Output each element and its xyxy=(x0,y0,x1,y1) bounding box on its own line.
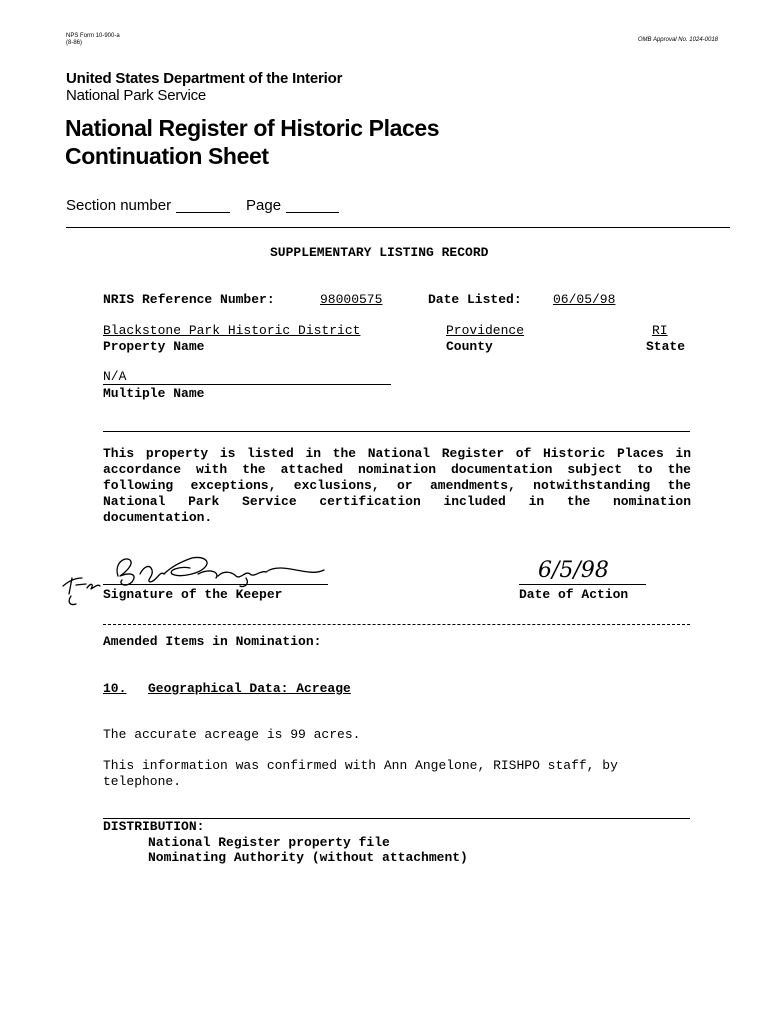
property-name-value: Blackstone Park Historic District xyxy=(103,323,361,338)
distribution-item: National Register property file xyxy=(148,835,390,850)
form-number-line2: (8-86) xyxy=(66,40,83,46)
county-label: County xyxy=(446,339,493,354)
page-number-field xyxy=(286,212,339,213)
state-label: State xyxy=(646,339,686,354)
distribution-item: Nominating Authority (without attachment) xyxy=(148,850,468,865)
agency-name: National Park Service xyxy=(66,87,207,104)
amended-item-number: 10. xyxy=(103,681,127,696)
nris-reference-label: NRIS Reference Number: xyxy=(103,292,275,307)
listing-statement: This property is listed in the National Register of Historic Places in accordance with the attached nomination documentation subject to the following exceptions, exclusions, or amendments, notwithstanding the National Park Service certification included in the nomination documentation. xyxy=(103,446,691,525)
page-label: Page xyxy=(246,197,282,214)
section-number-field xyxy=(176,212,230,213)
state-value: RI xyxy=(652,323,668,338)
record-heading: SUPPLEMENTARY LISTING RECORD xyxy=(270,245,489,260)
acreage-text: The accurate acreage is 99 acres. xyxy=(103,727,361,742)
document-title: National Register of Historic Places xyxy=(65,115,440,141)
header-divider xyxy=(66,227,730,228)
county-value: Providence xyxy=(446,323,525,338)
date-of-action-handwritten: 6/5/98 xyxy=(538,558,609,583)
document-subtitle: Continuation Sheet xyxy=(65,143,269,169)
distribution-label: DISTRIBUTION: xyxy=(103,819,205,834)
date-of-action-label: Date of Action xyxy=(519,587,629,602)
form-number-line1: NPS Form 10-900-a xyxy=(66,33,120,39)
date-listed-value: 06/05/98 xyxy=(553,292,616,307)
form-number xyxy=(66,33,120,47)
multiple-name-label: Multiple Name xyxy=(103,386,205,401)
property-name-label: Property Name xyxy=(103,339,205,354)
nris-reference-value: 98000575 xyxy=(320,292,383,307)
confirmation-text: This information was confirmed with Ann Angelone, RISHPO staff, by telephone. xyxy=(103,758,618,789)
omb-approval-number: OMB Approval No. 1024-0018 xyxy=(637,37,718,43)
section-number-label: Section number xyxy=(66,197,172,214)
department-name: United States Department of the Interior xyxy=(66,70,343,87)
multiple-name-value: N/A xyxy=(103,369,127,384)
amended-item-title: Geographical Data: Acreage xyxy=(148,681,351,696)
amended-items-heading: Amended Items in Nomination: xyxy=(103,634,322,649)
record-divider xyxy=(103,431,690,432)
multiple-name-underline xyxy=(103,384,391,385)
signature-of-keeper-label: Signature of the Keeper xyxy=(103,587,283,602)
signature-line xyxy=(103,584,328,585)
date-of-action-line xyxy=(519,584,646,585)
date-listed-label: Date Listed: xyxy=(428,292,522,307)
dashed-divider xyxy=(103,624,690,625)
